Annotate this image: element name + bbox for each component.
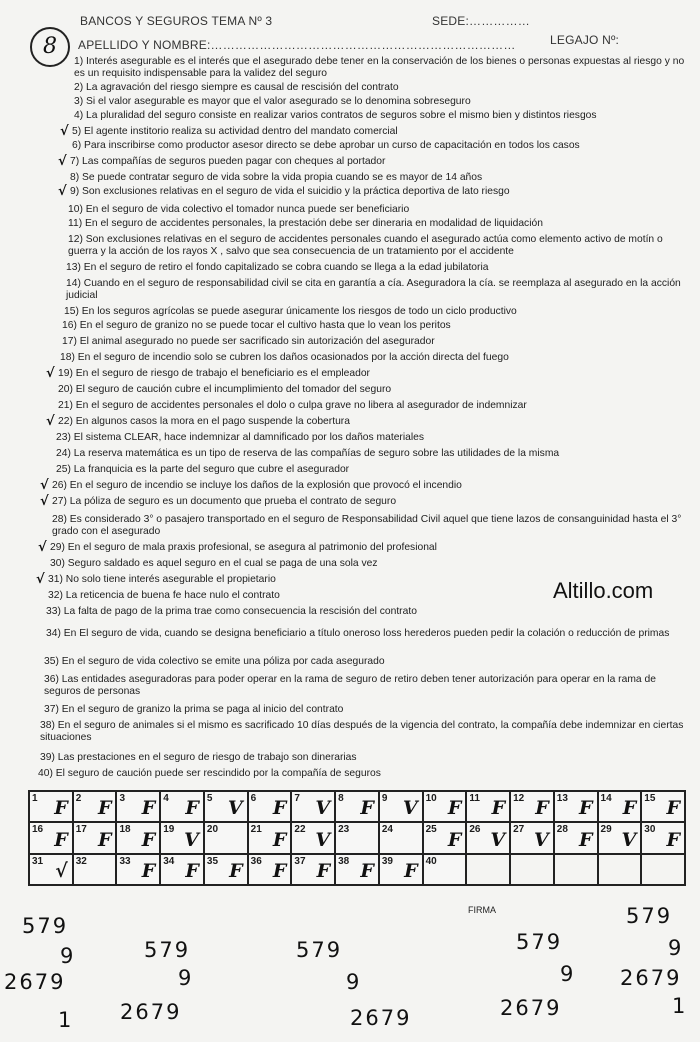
question-text: La reticencia de buena fe hace nulo el contrato	[65, 590, 280, 601]
question-text: Se puede contratar seguro de vida sobre la vida propia cuando se es mayor de 14 años	[82, 172, 483, 183]
grid-cell-number: 9	[381, 793, 388, 804]
grid-cell	[204, 854, 248, 885]
grid-cell	[510, 854, 554, 885]
question-text: No solo tiene interés asegurable el propietario	[65, 574, 276, 585]
grid-cell	[116, 854, 160, 885]
question-number: 30)	[50, 558, 65, 569]
grid-cell	[116, 791, 160, 822]
handwritten-number: 579	[626, 904, 673, 928]
grid-cell-number: 21	[250, 824, 262, 836]
question-item	[68, 204, 695, 216]
grid-cell-answer: F	[579, 797, 593, 820]
question-number: 35)	[44, 656, 59, 667]
grid-cell-answer: F	[185, 860, 199, 882]
grid-cell-answer: V	[227, 797, 243, 820]
question-text: En el seguro de riesgo de trabajo el beneficiario es el empleador	[75, 368, 370, 379]
grid-cell-number: 31	[32, 855, 44, 867]
question-text: En algunos casos la mora en el pago suspende la cobertura	[75, 416, 350, 427]
grid-cell	[160, 822, 204, 853]
grid-cell	[335, 822, 379, 853]
grid-cell-answer: F	[97, 828, 112, 851]
grid-cell-answer: V	[621, 828, 637, 851]
grid-cell-number: 1	[32, 793, 38, 804]
handwritten-number: 579	[22, 914, 69, 938]
question-number: 22)	[58, 416, 73, 427]
grid-cell-answer: V	[402, 797, 418, 820]
handwritten-number: 579	[516, 930, 563, 954]
question-number: 1)	[74, 56, 84, 67]
question-number: 31)	[48, 574, 63, 585]
grid-cell-number: 20	[206, 824, 219, 836]
grid-cell-number: 10	[425, 793, 437, 804]
question-item	[58, 400, 695, 412]
question-text: Las entidades aseguradoras para poder operar en la rama de seguro de retiro deben tener autorización para operar en la rama de seguros de personas	[44, 674, 656, 697]
question-text: Para inscribirse como productor asesor directo se debe aprobar un curso de capacitación en todos los casos	[84, 140, 580, 151]
question-item	[50, 558, 695, 570]
grid-cell	[335, 791, 379, 822]
grid-cell	[466, 791, 510, 822]
grid-cell-answer: F	[666, 828, 680, 851]
question-number: 29)	[50, 542, 65, 553]
check-mark: √	[38, 540, 47, 555]
grid-cell	[554, 822, 598, 853]
question-text: La póliza de seguro es un documento que prueba el contrato de seguro	[69, 496, 397, 507]
grid-cell-answer: F	[360, 860, 374, 882]
grid-cell-number: 15	[644, 793, 656, 804]
question-number: 20)	[58, 384, 73, 395]
grid-cell-number: 13	[556, 793, 568, 804]
question-number: 39)	[40, 752, 55, 763]
question-text: El sistema CLEAR, hace indemnizar al damnificado por los daños materiales	[73, 432, 425, 443]
firma-label: FIRMA	[468, 905, 496, 915]
grid-cell	[641, 854, 685, 885]
grid-cell	[248, 791, 292, 822]
grid-cell-number: 39	[381, 855, 393, 867]
question-text: Las prestaciones en el seguro de riesgo de trabajo son dinerarias	[57, 752, 357, 763]
grid-cell	[423, 854, 467, 885]
grid-cell-number: 5	[206, 793, 213, 804]
question-number: 16)	[62, 320, 77, 331]
grid-cell-answer: F	[141, 860, 156, 882]
handwritten-number: 1	[58, 1008, 74, 1032]
question-item	[44, 704, 695, 716]
check-mark: √	[46, 366, 55, 381]
question-number: 8)	[70, 172, 80, 183]
grid-cell-answer: V	[534, 828, 549, 851]
question-text: Seguro saldado es aquel seguro en el cual se paga de una sola vez	[67, 558, 378, 569]
grid-cell	[204, 822, 248, 853]
grid-cell-answer: F	[404, 860, 418, 882]
question-text: En el seguro de incendio se incluye los daños de la explosión que provocó el incendio	[69, 480, 462, 491]
grid-cell-answer: F	[54, 797, 68, 820]
grid-cell	[598, 854, 642, 885]
course-title: BANCOS Y SEGUROS TEMA Nº 3	[80, 14, 273, 28]
question-number: 34)	[46, 628, 61, 639]
question-item	[74, 56, 695, 79]
handwritten-number: 1	[672, 994, 688, 1018]
question-item	[56, 432, 695, 444]
grid-cell	[291, 854, 335, 885]
answer-grid	[28, 790, 686, 886]
grid-cell-answer: F	[491, 797, 506, 820]
grid-cell	[73, 822, 117, 853]
grid-cell-answer: F	[141, 828, 156, 851]
question-text: En el seguro de vida colectivo el tomador nunca puede ser beneficiario	[85, 204, 410, 215]
question-item	[66, 278, 695, 301]
question-item	[46, 628, 695, 640]
handwritten-number: 9	[178, 966, 194, 990]
question-text: En los seguros agrícolas se puede asegurar únicamente los riesgos de todo un ciclo productivo	[81, 306, 517, 317]
question-number: 3)	[74, 96, 84, 107]
check-mark: √	[36, 572, 45, 587]
question-number: 12)	[68, 234, 83, 245]
grid-cell	[160, 791, 204, 822]
grid-cell-number: 38	[338, 855, 350, 867]
grid-cell-number: 4	[163, 793, 169, 804]
grid-cell	[379, 822, 423, 853]
question-number: 13)	[66, 262, 81, 273]
handwritten-number: 579	[296, 938, 343, 962]
question-text: En el seguro de granizo no se puede tocar el cultivo hasta que lo vean los peritos	[79, 320, 451, 331]
question-item	[70, 156, 695, 168]
grid-cell-answer: V	[315, 797, 331, 820]
grid-cell-number: 30	[644, 824, 656, 836]
check-mark: √	[46, 414, 55, 429]
grid-cell-number: 36	[250, 855, 262, 867]
grid-cell-answer: F	[141, 797, 156, 820]
grid-cell-number: 26	[469, 824, 481, 836]
question-text: La franquicia es la parte del seguro que cubre el asegurador	[73, 464, 350, 475]
grid-cell-answer: F	[229, 860, 243, 882]
question-number: 9)	[70, 186, 80, 197]
grid-cell	[554, 854, 598, 885]
question-number: 23)	[56, 432, 71, 443]
grid-cell	[248, 822, 292, 853]
grid-cell	[379, 854, 423, 885]
grid-cell	[116, 822, 160, 853]
handwritten-number: 2679	[350, 1006, 412, 1030]
handwritten-number: 2679	[120, 1000, 182, 1024]
question-item	[52, 496, 695, 508]
question-number: 18)	[60, 352, 75, 363]
grid-cell-number: 8	[338, 793, 344, 804]
grid-cell-number: 3	[119, 793, 126, 804]
handwritten-number: 9	[560, 962, 576, 986]
question-text: Si el valor asegurable es mayor que el valor asegurado se lo denomina sobreseguro	[86, 96, 471, 107]
sede-field: SEDE:……………	[432, 14, 531, 28]
question-text: En el seguro de granizo la prima se paga al inicio del contrato	[61, 704, 344, 715]
grid-cell	[466, 822, 510, 853]
handwritten-number: 2679	[500, 996, 562, 1020]
grid-cell-answer: F	[666, 797, 680, 820]
question-text: En el seguro de animales si el mismo es sacrificado 10 días después de la vigencia del contrato, la compañía debe indemnizar en ciertas situaciones	[40, 720, 684, 743]
question-item	[60, 352, 695, 364]
grid-cell-answer: F	[535, 797, 549, 820]
question-item	[52, 480, 695, 492]
score-circle: 8	[30, 27, 70, 67]
question-text: En El seguro de vida, cuando se designa beneficiario a título oneroso loss herederos pueden pedir la colación o reducción de primas	[63, 628, 670, 639]
grid-cell	[160, 854, 204, 885]
grid-cell	[29, 791, 73, 822]
question-number: 19)	[58, 368, 73, 379]
grid-cell	[641, 791, 685, 822]
grid-cell-number: 19	[163, 824, 175, 836]
grid-cell	[29, 854, 73, 885]
question-number: 4)	[74, 110, 84, 121]
question-number: 2)	[74, 82, 84, 93]
grid-cell-number: 27	[513, 824, 525, 836]
question-item	[62, 320, 695, 332]
question-text: En el seguro de vida colectivo se emite una póliza por cada asegurado	[61, 656, 385, 667]
question-number: 25)	[56, 464, 71, 475]
question-number: 14)	[66, 278, 81, 289]
grid-cell-number: 12	[513, 793, 525, 804]
question-item	[72, 140, 695, 152]
handwritten-number: 9	[60, 944, 76, 968]
grid-cell	[510, 822, 554, 853]
grid-cell-answer: F	[185, 797, 199, 820]
grid-cell-answer: V	[490, 828, 506, 851]
grid-cell-number: 37	[294, 855, 306, 867]
question-item	[56, 464, 695, 476]
grid-cell-answer: F	[54, 828, 68, 851]
question-text: Es considerado 3° o pasajero transportado en el seguro de Responsabilidad Civil aquel que tiene lazos de consanguinidad hasta el 3° grado con el asegurado	[52, 514, 682, 537]
question-number: 11)	[68, 218, 83, 229]
question-item	[74, 110, 695, 122]
question-number: 36)	[44, 674, 59, 685]
grid-cell-answer: V	[315, 828, 331, 851]
question-number: 27)	[52, 496, 67, 507]
grid-cell	[466, 854, 510, 885]
question-number: 40)	[38, 768, 53, 779]
question-item	[44, 674, 695, 697]
question-item	[74, 96, 695, 108]
question-number: 6)	[72, 140, 82, 151]
question-item	[38, 768, 695, 780]
question-text: En el seguro de mala praxis profesional, se asegura al patrimonio del profesional	[67, 542, 437, 553]
question-text: Son exclusiones relativas en el seguro de vida el suicidio y la práctica deportiva de lato riesgo	[82, 186, 510, 197]
question-number: 38)	[40, 720, 55, 731]
question-number: 21)	[58, 400, 73, 411]
question-item	[56, 448, 695, 460]
grid-cell-number: 14	[600, 793, 612, 804]
question-number: 15)	[64, 306, 79, 317]
question-number: 37)	[44, 704, 59, 715]
grid-cell-answer: √	[55, 860, 68, 882]
question-text: En el seguro de incendio solo se cubren los daños ocasionados por la acción directa del fuego	[77, 352, 509, 363]
question-text: El animal asegurado no puede ser sacrificado sin autorización del asegurador	[79, 336, 435, 347]
question-item	[52, 514, 695, 537]
grid-cell-answer: F	[316, 860, 331, 882]
grid-cell	[510, 791, 554, 822]
check-mark: √	[40, 494, 49, 509]
check-mark: √	[60, 124, 69, 139]
question-text: En el seguro de retiro el fondo capitalizado se cobra cuando se llega a la edad jubilatoria	[83, 262, 489, 273]
grid-cell	[204, 791, 248, 822]
grid-cell-answer: F	[272, 797, 287, 820]
grid-cell-number: 23	[338, 824, 350, 836]
check-mark: √	[58, 184, 67, 199]
check-mark: √	[40, 478, 49, 493]
question-item	[58, 384, 695, 396]
grid-cell	[291, 791, 335, 822]
question-text: El agente institorio realiza su actividad dentro del mandato comercial	[84, 126, 398, 137]
grid-cell-answer: F	[579, 828, 593, 851]
grid-cell	[379, 791, 423, 822]
grid-cell-number: 16	[32, 824, 44, 836]
grid-cell-answer: F	[97, 797, 112, 820]
question-text: En el seguro de accidentes personales el dolo o culpa grave no libera al asegurador de indemnizar	[75, 400, 527, 411]
grid-cell	[291, 822, 335, 853]
grid-cell-answer: F	[272, 860, 287, 882]
grid-cell-number: 28	[556, 824, 568, 836]
grid-cell-number: 18	[119, 824, 131, 836]
question-text: El seguro de caución cubre el incumplimiento del tomador del seguro	[75, 384, 392, 395]
grid-cell	[29, 822, 73, 853]
handwritten-number: 9	[346, 970, 362, 994]
question-text: Interés asegurable es el interés que el asegurado debe tener en la conservación de los bienes o personas expuestas al riesgo y no es un requisito indispensable para la validez del seguro	[74, 56, 685, 79]
question-number: 24)	[56, 448, 71, 459]
grid-cell	[598, 822, 642, 853]
handwritten-number: 2679	[620, 966, 682, 990]
grid-cell-number: 2	[75, 793, 82, 804]
question-item	[62, 336, 695, 348]
question-text: La falta de pago de la prima trae como consecuencia la rescisión del contrato	[63, 606, 417, 617]
question-text: Las compañías de seguros pueden pagar con cheques al portador	[82, 156, 386, 167]
grid-cell	[73, 791, 117, 822]
handwritten-number: 2679	[4, 970, 66, 994]
grid-cell-number: 22	[294, 824, 306, 836]
question-item	[40, 752, 695, 764]
grid-cell-number: 40	[425, 855, 437, 867]
grid-cell	[73, 854, 117, 885]
question-item	[72, 126, 695, 138]
grid-cell	[248, 854, 292, 885]
check-mark: √	[58, 154, 67, 169]
question-item	[68, 218, 695, 230]
grid-cell-answer: F	[447, 828, 462, 851]
grid-cell-number: 17	[75, 824, 87, 836]
grid-cell	[423, 791, 467, 822]
question-text: Son exclusiones relativas en el seguro de accidentes personales cuando el asegurado actúa como elemento activo de motín o guerra y la acción de los rayos X , salvo que sea consecuencia de un tratamiento por el accidente	[68, 234, 663, 257]
grid-cell-number: 7	[294, 793, 300, 804]
question-item	[46, 606, 695, 618]
grid-cell	[598, 791, 642, 822]
grid-cell-number: 25	[425, 824, 437, 836]
grid-cell-answer: F	[272, 828, 287, 851]
grid-cell-number: 29	[600, 824, 612, 836]
grid-cell-number: 34	[163, 855, 175, 867]
question-number: 32)	[48, 590, 63, 601]
grid-cell-number: 33	[119, 855, 131, 867]
handwritten-number: 9	[668, 936, 684, 960]
grid-cell-answer: F	[447, 797, 462, 820]
question-item	[74, 82, 695, 94]
question-item	[50, 542, 695, 554]
legajo-field: LEGAJO Nº:	[550, 33, 620, 47]
question-item	[40, 720, 695, 743]
grid-cell	[641, 822, 685, 853]
grid-cell	[335, 854, 379, 885]
question-text: En el seguro de accidentes personales, la prestación debe ser dineraria en modalidad de liquidación	[85, 218, 543, 229]
question-number: 33)	[46, 606, 61, 617]
question-number: 7)	[70, 156, 80, 167]
question-item	[58, 368, 695, 380]
question-item	[68, 234, 695, 257]
question-item	[64, 306, 695, 318]
question-item	[66, 262, 695, 274]
question-text: La agravación del riesgo siempre es causal de rescisión del contrato	[86, 82, 399, 93]
grid-cell-number: 35	[206, 855, 219, 867]
question-item	[58, 416, 695, 428]
grid-cell-answer: F	[622, 797, 637, 820]
grid-cell-number: 24	[381, 824, 393, 836]
question-number: 26)	[52, 480, 67, 491]
grid-cell	[423, 822, 467, 853]
grid-cell-number: 6	[250, 793, 257, 804]
question-item	[70, 172, 695, 184]
question-text: La pluralidad del seguro consiste en realizar varios contratos de seguros sobre el mismo bien y distintos riesgos	[86, 110, 597, 121]
grid-cell-answer: F	[360, 797, 374, 820]
question-text: El seguro de caución puede ser rescindido por la compañía de seguros	[55, 768, 381, 779]
grid-cell-number: 32	[75, 855, 87, 867]
watermark: Altillo.com	[553, 578, 654, 603]
question-number: 10)	[68, 204, 83, 215]
question-number: 5)	[72, 126, 82, 137]
question-number: 28)	[52, 514, 67, 525]
question-text: La reserva matemática es un tipo de reserva de las compañías de seguro sobre las utilidades de la misma	[73, 448, 560, 459]
question-number: 17)	[62, 336, 77, 347]
handwritten-number: 579	[144, 938, 191, 962]
grid-cell-answer: V	[184, 828, 199, 851]
grid-cell	[554, 791, 598, 822]
question-item	[44, 656, 695, 668]
grid-cell-number: 11	[469, 793, 480, 804]
question-item	[70, 186, 695, 198]
question-text: Cuando en el seguro de responsabilidad civil se cita en garantía a cía. Aseguradora la cía. se reemplaza al asegurado en la acción judicial	[66, 278, 681, 301]
name-field: APELLIDO Y NOMBRE:…………………………………………………………………	[78, 38, 516, 52]
